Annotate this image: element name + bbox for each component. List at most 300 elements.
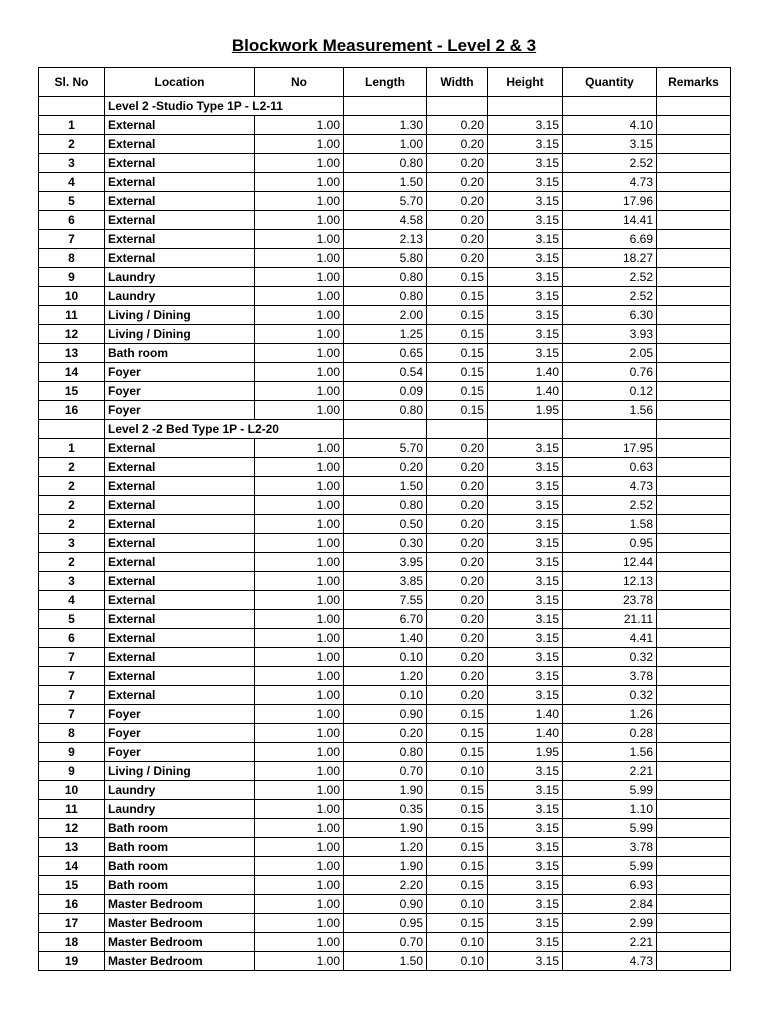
header-remarks: Remarks [657,68,731,97]
remarks-cell [657,952,731,971]
quantity-cell: 17.96 [563,192,657,211]
height-cell: 3.15 [488,211,563,230]
sl-no-cell: 11 [39,306,105,325]
length-cell: 0.35 [344,800,427,819]
remarks-cell [657,591,731,610]
no-cell: 1.00 [255,382,344,401]
quantity-cell: 2.21 [563,762,657,781]
table-row [39,116,731,135]
location-cell: Laundry [105,268,255,287]
width-cell: 0.20 [427,477,488,496]
table-row [39,230,731,249]
length-cell: 1.20 [344,667,427,686]
height-cell: 3.15 [488,819,563,838]
remarks-cell [657,287,731,306]
width-cell: 0.10 [427,933,488,952]
table-row [39,173,731,192]
length-cell: 1.50 [344,173,427,192]
sl-no-cell: 9 [39,743,105,762]
remarks-cell [657,306,731,325]
width-cell: 0.15 [427,781,488,800]
remarks-cell [657,743,731,762]
width-cell: 0.20 [427,667,488,686]
header-height: Height [488,68,563,97]
sl-no-cell: 3 [39,572,105,591]
quantity-cell: 1.56 [563,743,657,762]
no-cell: 1.00 [255,933,344,952]
no-cell: 1.00 [255,667,344,686]
remarks-cell [657,838,731,857]
table-row [39,287,731,306]
no-cell: 1.00 [255,705,344,724]
height-cell: 3.15 [488,458,563,477]
sl-no-cell: 2 [39,515,105,534]
height-cell: 1.95 [488,743,563,762]
width-cell: 0.15 [427,800,488,819]
no-cell: 1.00 [255,496,344,515]
measurement-table [38,67,731,971]
quantity-cell: 6.93 [563,876,657,895]
remarks-cell [657,781,731,800]
quantity-cell: 2.99 [563,914,657,933]
table-row [39,591,731,610]
length-cell: 0.10 [344,686,427,705]
height-cell: 3.15 [488,610,563,629]
width-cell: 0.15 [427,382,488,401]
location-cell: External [105,439,255,458]
length-cell: 5.70 [344,439,427,458]
length-cell: 1.25 [344,325,427,344]
length-cell: 2.13 [344,230,427,249]
height-cell: 3.15 [488,173,563,192]
sl-no-cell: 13 [39,838,105,857]
table-row [39,458,731,477]
location-cell: Bath room [105,344,255,363]
remarks-cell [657,895,731,914]
location-cell: Laundry [105,287,255,306]
quantity-cell: 2.52 [563,496,657,515]
table-row [39,857,731,876]
no-cell: 1.00 [255,306,344,325]
height-cell: 3.15 [488,933,563,952]
empty-cell [488,420,563,439]
quantity-cell: 4.73 [563,477,657,496]
height-cell: 3.15 [488,553,563,572]
sl-no-cell [39,420,105,439]
table-row [39,952,731,971]
no-cell: 1.00 [255,287,344,306]
quantity-cell: 12.44 [563,553,657,572]
table-row [39,705,731,724]
length-cell: 0.54 [344,363,427,382]
empty-cell [427,420,488,439]
height-cell: 3.15 [488,895,563,914]
width-cell: 0.15 [427,914,488,933]
table-row [39,268,731,287]
height-cell: 3.15 [488,325,563,344]
quantity-cell: 4.10 [563,116,657,135]
remarks-cell [657,477,731,496]
no-cell: 1.00 [255,154,344,173]
sl-no-cell: 9 [39,762,105,781]
height-cell: 3.15 [488,439,563,458]
sl-no-cell: 16 [39,895,105,914]
table-row [39,496,731,515]
remarks-cell [657,344,731,363]
table-row [39,553,731,572]
location-cell: External [105,173,255,192]
quantity-cell: 0.63 [563,458,657,477]
table-row [39,249,731,268]
width-cell: 0.20 [427,154,488,173]
width-cell: 0.20 [427,211,488,230]
table-row [39,439,731,458]
height-cell: 3.15 [488,477,563,496]
height-cell: 3.15 [488,591,563,610]
quantity-cell: 2.52 [563,154,657,173]
empty-cell [344,97,427,116]
section-title: Level 2 -Studio Type 1P - L2-11 [105,97,344,116]
no-cell: 1.00 [255,458,344,477]
sl-no-cell: 3 [39,154,105,173]
no-cell: 1.00 [255,325,344,344]
no-cell: 1.00 [255,268,344,287]
remarks-cell [657,857,731,876]
width-cell: 0.15 [427,325,488,344]
length-cell: 0.80 [344,496,427,515]
remarks-cell [657,762,731,781]
sl-no-cell: 2 [39,496,105,515]
length-cell: 3.95 [344,553,427,572]
sl-no-cell: 10 [39,287,105,306]
location-cell: Bath room [105,838,255,857]
no-cell: 1.00 [255,135,344,154]
quantity-cell: 0.76 [563,363,657,382]
location-cell: Foyer [105,382,255,401]
sl-no-cell: 10 [39,781,105,800]
location-cell: Foyer [105,363,255,382]
height-cell: 1.95 [488,401,563,420]
height-cell: 1.40 [488,382,563,401]
table-row [39,382,731,401]
quantity-cell: 0.32 [563,686,657,705]
remarks-cell [657,496,731,515]
width-cell: 0.20 [427,553,488,572]
sl-no-cell: 18 [39,933,105,952]
remarks-cell [657,686,731,705]
height-cell: 3.15 [488,135,563,154]
length-cell: 3.85 [344,572,427,591]
length-cell: 0.90 [344,705,427,724]
table-body [39,97,731,971]
no-cell: 1.00 [255,629,344,648]
height-cell: 3.15 [488,534,563,553]
width-cell: 0.15 [427,344,488,363]
remarks-cell [657,572,731,591]
sl-no-cell: 5 [39,192,105,211]
sl-no-cell: 5 [39,610,105,629]
header-quantity: Quantity [563,68,657,97]
remarks-cell [657,439,731,458]
remarks-cell [657,629,731,648]
table-row [39,534,731,553]
sl-no-cell: 7 [39,230,105,249]
height-cell: 3.15 [488,648,563,667]
no-cell: 1.00 [255,743,344,762]
sl-no-cell: 8 [39,249,105,268]
header-length: Length [344,68,427,97]
no-cell: 1.00 [255,724,344,743]
table-row [39,515,731,534]
sl-no-cell: 19 [39,952,105,971]
section-header-row [39,420,731,439]
location-cell: External [105,116,255,135]
remarks-cell [657,914,731,933]
no-cell: 1.00 [255,876,344,895]
location-cell: External [105,154,255,173]
height-cell: 3.15 [488,667,563,686]
remarks-cell [657,154,731,173]
quantity-cell: 1.10 [563,800,657,819]
no-cell: 1.00 [255,838,344,857]
location-cell: External [105,667,255,686]
width-cell: 0.15 [427,857,488,876]
table-row [39,781,731,800]
location-cell: External [105,572,255,591]
location-cell: External [105,211,255,230]
height-cell: 1.40 [488,363,563,382]
sl-no-cell: 16 [39,401,105,420]
table-row [39,648,731,667]
table-row [39,363,731,382]
quantity-cell: 14.41 [563,211,657,230]
quantity-cell: 1.26 [563,705,657,724]
no-cell: 1.00 [255,686,344,705]
no-cell: 1.00 [255,173,344,192]
sl-no-cell: 12 [39,819,105,838]
no-cell: 1.00 [255,401,344,420]
width-cell: 0.20 [427,591,488,610]
quantity-cell: 0.12 [563,382,657,401]
height-cell: 3.15 [488,857,563,876]
length-cell: 5.80 [344,249,427,268]
sl-no-cell: 2 [39,553,105,572]
no-cell: 1.00 [255,363,344,382]
length-cell: 1.90 [344,857,427,876]
width-cell: 0.20 [427,496,488,515]
no-cell: 1.00 [255,211,344,230]
quantity-cell: 18.27 [563,249,657,268]
table-row [39,477,731,496]
no-cell: 1.00 [255,952,344,971]
table-row [39,154,731,173]
remarks-cell [657,515,731,534]
width-cell: 0.20 [427,116,488,135]
length-cell: 0.80 [344,401,427,420]
width-cell: 0.20 [427,572,488,591]
quantity-cell: 1.58 [563,515,657,534]
no-cell: 1.00 [255,781,344,800]
length-cell: 1.90 [344,781,427,800]
no-cell: 1.00 [255,610,344,629]
header-no: No [255,68,344,97]
sl-no-cell: 13 [39,344,105,363]
remarks-cell [657,458,731,477]
remarks-cell [657,230,731,249]
quantity-cell: 17.95 [563,439,657,458]
empty-cell [657,97,731,116]
length-cell: 0.80 [344,743,427,762]
height-cell: 3.15 [488,800,563,819]
sl-no-cell: 17 [39,914,105,933]
width-cell: 0.20 [427,249,488,268]
quantity-cell: 5.99 [563,857,657,876]
length-cell: 1.40 [344,629,427,648]
quantity-cell: 3.93 [563,325,657,344]
table-row [39,686,731,705]
remarks-cell [657,325,731,344]
table-row [39,610,731,629]
height-cell: 3.15 [488,496,563,515]
quantity-cell: 21.11 [563,610,657,629]
height-cell: 3.15 [488,249,563,268]
table-row [39,762,731,781]
remarks-cell [657,363,731,382]
height-cell: 3.15 [488,515,563,534]
width-cell: 0.15 [427,287,488,306]
quantity-cell: 3.15 [563,135,657,154]
length-cell: 0.50 [344,515,427,534]
height-cell: 3.15 [488,116,563,135]
location-cell: External [105,477,255,496]
quantity-cell: 0.95 [563,534,657,553]
location-cell: External [105,230,255,249]
sl-no-cell: 2 [39,135,105,154]
sl-no-cell: 11 [39,800,105,819]
width-cell: 0.15 [427,268,488,287]
height-cell: 3.15 [488,838,563,857]
header-row [39,68,731,97]
empty-cell [657,420,731,439]
quantity-cell: 1.56 [563,401,657,420]
location-cell: External [105,648,255,667]
empty-cell [488,97,563,116]
width-cell: 0.20 [427,173,488,192]
remarks-cell [657,800,731,819]
height-cell: 3.15 [488,762,563,781]
length-cell: 0.80 [344,154,427,173]
location-cell: Foyer [105,743,255,762]
location-cell: Bath room [105,857,255,876]
sl-no-cell: 15 [39,876,105,895]
sl-no-cell: 7 [39,667,105,686]
width-cell: 0.15 [427,401,488,420]
height-cell: 3.15 [488,268,563,287]
quantity-cell: 0.28 [563,724,657,743]
sl-no-cell: 6 [39,629,105,648]
remarks-cell [657,192,731,211]
location-cell: External [105,515,255,534]
sl-no-cell: 4 [39,173,105,192]
height-cell: 1.40 [488,705,563,724]
quantity-cell: 0.32 [563,648,657,667]
length-cell: 1.50 [344,477,427,496]
location-cell: Laundry [105,800,255,819]
sl-no-cell: 7 [39,648,105,667]
sl-no-cell: 6 [39,211,105,230]
height-cell: 3.15 [488,154,563,173]
location-cell: External [105,629,255,648]
width-cell: 0.20 [427,629,488,648]
sl-no-cell: 7 [39,705,105,724]
quantity-cell: 6.30 [563,306,657,325]
quantity-cell: 3.78 [563,838,657,857]
location-cell: Living / Dining [105,325,255,344]
width-cell: 0.20 [427,135,488,154]
location-cell: Foyer [105,705,255,724]
width-cell: 0.20 [427,515,488,534]
header-width: Width [427,68,488,97]
remarks-cell [657,724,731,743]
remarks-cell [657,401,731,420]
table-row [39,914,731,933]
quantity-cell: 2.21 [563,933,657,952]
location-cell: Laundry [105,781,255,800]
table-row [39,667,731,686]
sl-no-cell: 14 [39,363,105,382]
length-cell: 0.95 [344,914,427,933]
location-cell: Master Bedroom [105,914,255,933]
remarks-cell [657,135,731,154]
length-cell: 0.90 [344,895,427,914]
quantity-cell: 2.84 [563,895,657,914]
height-cell: 3.15 [488,686,563,705]
table-row [39,743,731,762]
length-cell: 0.20 [344,724,427,743]
length-cell: 0.70 [344,762,427,781]
width-cell: 0.20 [427,648,488,667]
table-row [39,629,731,648]
no-cell: 1.00 [255,534,344,553]
sl-no-cell: 1 [39,439,105,458]
height-cell: 3.15 [488,876,563,895]
height-cell: 3.15 [488,629,563,648]
sl-no-cell: 4 [39,591,105,610]
location-cell: External [105,135,255,154]
table-row [39,344,731,363]
remarks-cell [657,648,731,667]
length-cell: 6.70 [344,610,427,629]
no-cell: 1.00 [255,591,344,610]
length-cell: 1.20 [344,838,427,857]
quantity-cell: 4.41 [563,629,657,648]
height-cell: 3.15 [488,914,563,933]
length-cell: 0.30 [344,534,427,553]
length-cell: 1.50 [344,952,427,971]
remarks-cell [657,116,731,135]
length-cell: 1.00 [344,135,427,154]
sl-no-cell: 3 [39,534,105,553]
no-cell: 1.00 [255,477,344,496]
sl-no-cell: 14 [39,857,105,876]
location-cell: Foyer [105,401,255,420]
remarks-cell [657,553,731,572]
location-cell: Foyer [105,724,255,743]
remarks-cell [657,705,731,724]
location-cell: External [105,192,255,211]
remarks-cell [657,534,731,553]
location-cell: Master Bedroom [105,952,255,971]
